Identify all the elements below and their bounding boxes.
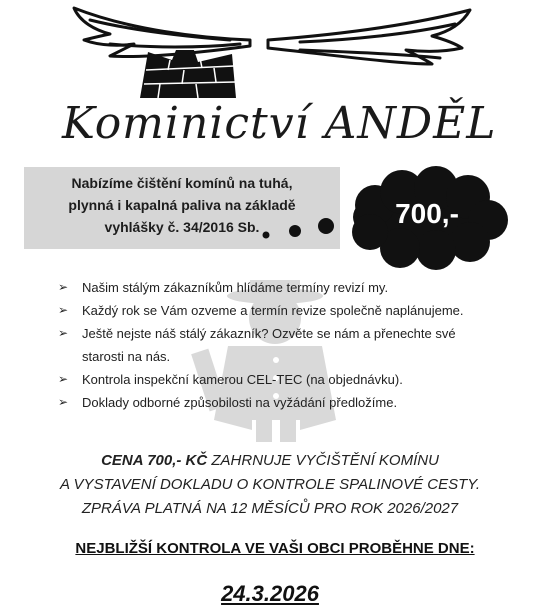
list-item xyxy=(58,322,498,368)
list-item xyxy=(58,299,498,322)
price-statement xyxy=(30,449,510,521)
benefit-list xyxy=(58,276,498,414)
next-control-date: 24.3.2026 xyxy=(221,581,319,606)
brand-title: Kominictví ANDĚL xyxy=(62,98,497,149)
price-statement-line: A VYSTAVENÍ DOKLADU O KONTROLE SPALINOVÉ CESTY. xyxy=(59,476,481,493)
offer-line: Nabízíme čištění komínů na tuhá, xyxy=(71,175,293,191)
list-item-text: Ještě nejste náš stálý zákazník? Ozvěte se nám a přenechte své starosti na nás. xyxy=(82,326,456,364)
list-item xyxy=(58,391,498,414)
arrowhead-icon: ➢ xyxy=(58,280,69,294)
offer-line: plynná i kapalná paliva na základě xyxy=(68,197,296,213)
list-item-text: Každý rok se Vám ozveme a termín revize společně naplánujeme. xyxy=(82,303,464,318)
arrowhead-icon: ➢ xyxy=(58,395,69,409)
list-item xyxy=(58,276,498,299)
arrowhead-icon: ➢ xyxy=(58,372,69,386)
offer-line: vyhlášky č. 34/2016 Sb. xyxy=(104,219,260,235)
price-statement-line: ZPRÁVA PLATNÁ NA 12 MĚSÍCŮ PRO ROK 2026/2027 xyxy=(81,500,459,517)
next-control-heading: NEJBLIŽŠÍ KONTROLA VE VAŠI OBCI PROBĚHNE DNE: xyxy=(75,540,475,557)
price-statement-rest: ZAHRNUJE VYČIŠTĚNÍ KOMÍNU xyxy=(207,452,439,469)
list-item-text: Kontrola inspekční kamerou CEL-TEC (na objednávku). xyxy=(82,372,403,387)
price-statement-bold: CENA 700,- KČ xyxy=(101,452,208,469)
price-label: 700,- xyxy=(395,198,459,229)
list-item xyxy=(58,368,498,391)
arrowhead-icon: ➢ xyxy=(58,326,69,340)
list-item-text: Doklady odborné způsobilosti na vyžádání předložíme. xyxy=(82,395,398,410)
price-statement-line xyxy=(30,449,510,473)
arrowhead-icon: ➢ xyxy=(58,303,69,317)
list-item-text: Našim stálým zákazníkům hlídáme termíny revizí my. xyxy=(82,280,389,295)
